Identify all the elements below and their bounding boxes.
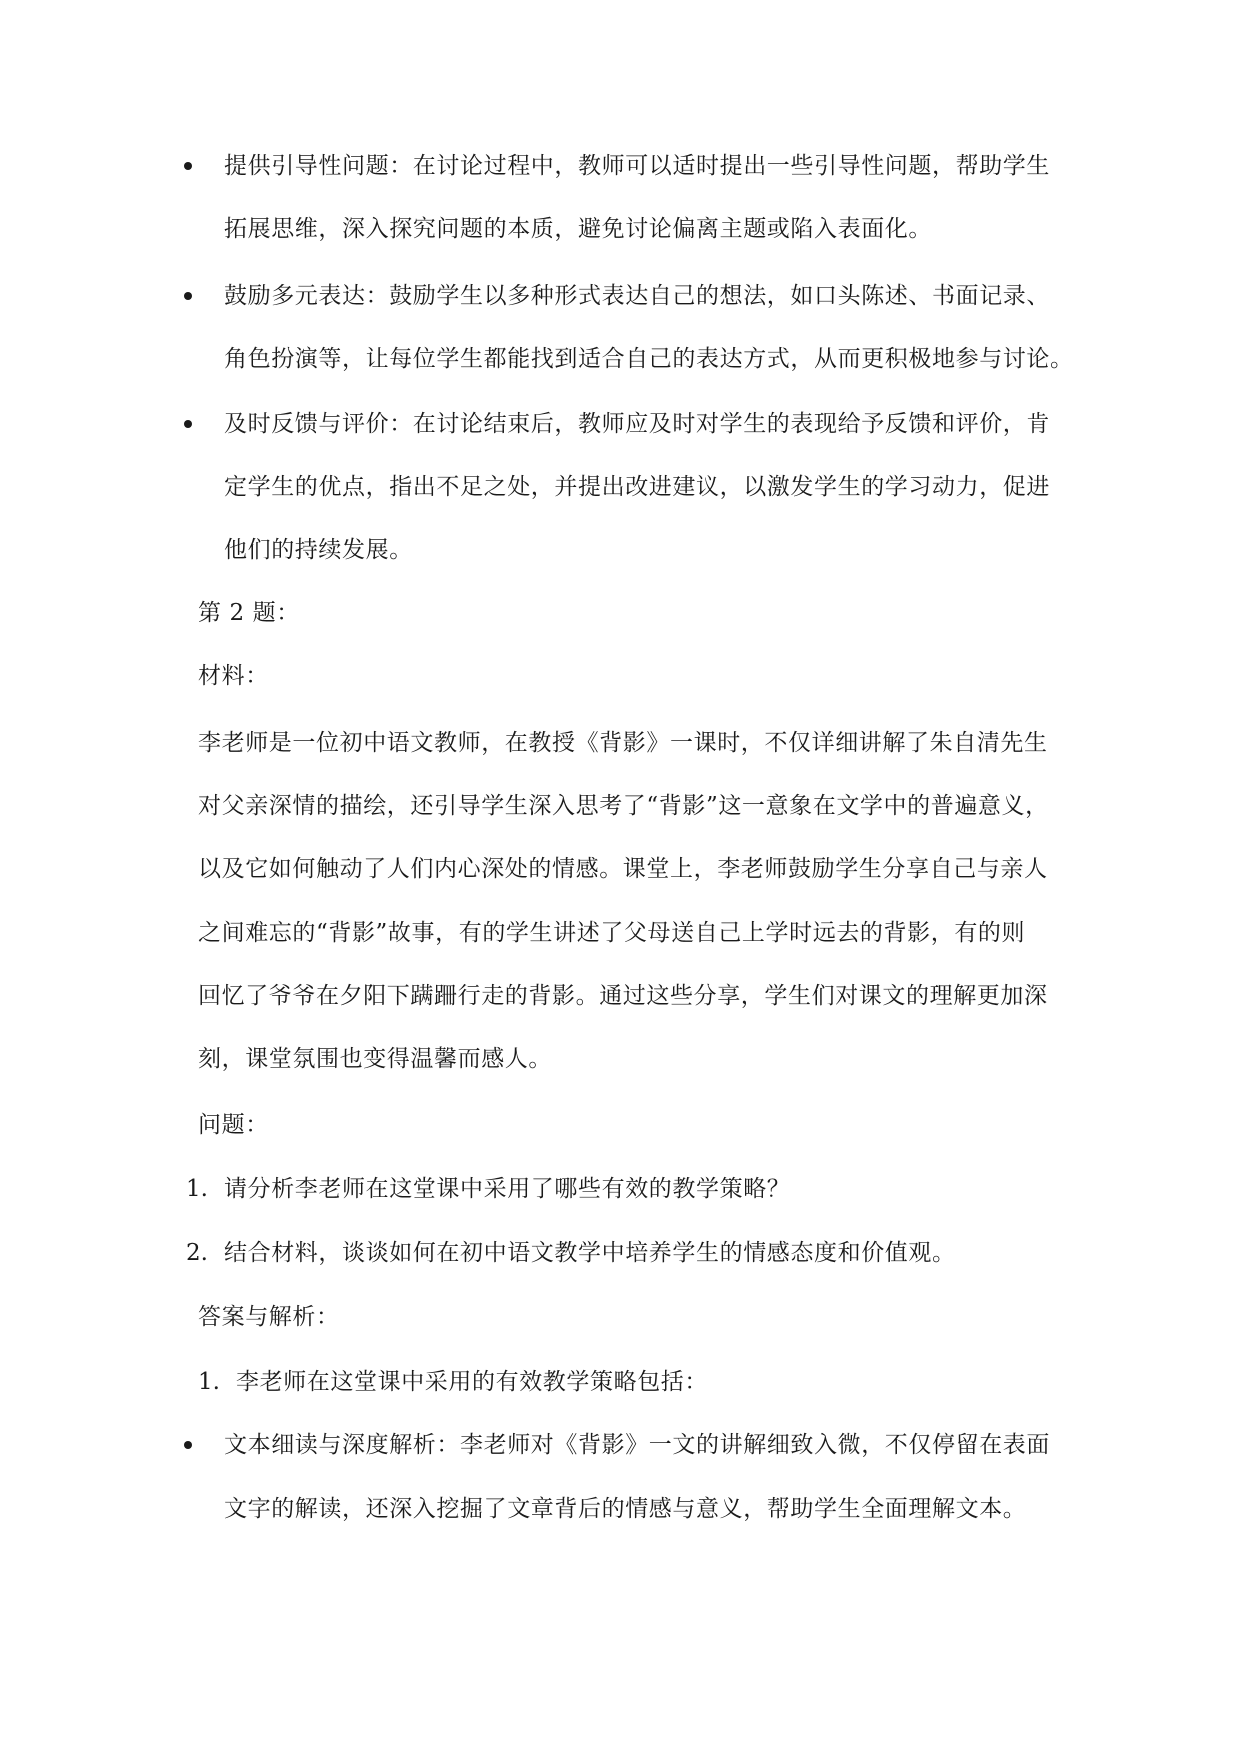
list-number: 1.: [198, 1369, 220, 1395]
bullet-text-line: 及时反馈与评价：在讨论结束后，教师应及时对学生的表现给予反馈和评价，肯: [224, 411, 1050, 437]
bullet-marker: [184, 420, 192, 428]
list-number: 1.: [186, 1176, 208, 1202]
list-number: 2.: [186, 1240, 208, 1266]
answer-heading: 答案与解析：: [198, 1304, 340, 1330]
material-line: 对父亲深情的描绘，还引导学生深入思考了“背影”这一意象在文学中的普遍意义，: [198, 793, 1049, 819]
material-line: 回忆了爷爷在夕阳下蹒跚行走的背影。通过这些分享，学生们对课文的理解更加深: [198, 983, 1048, 1009]
bullet-text-line: 定学生的优点，指出不足之处，并提出改进建议，以激发学生的学习动力，促进: [224, 474, 1050, 500]
answer-item-text: 李老师在这堂课中采用的有效教学策略包括：: [236, 1369, 708, 1395]
bullet-text-line: 他们的持续发展。: [224, 537, 413, 563]
question-heading: 第 2 题：: [198, 600, 300, 626]
material-line: 刻，课堂氛围也变得温馨而感人。: [198, 1046, 552, 1072]
bullet-marker: [184, 162, 192, 170]
bullet-text-line: 文字的解读，还深入挖掘了文章背后的情感与意义，帮助学生全面理解文本。: [224, 1496, 1027, 1522]
problem-text: 结合材料，谈谈如何在初中语文教学中培养学生的情感态度和价值观。: [224, 1240, 956, 1266]
material-line: 之间难忘的“背影”故事，有的学生讲述了父母送自己上学时远去的背影，有的则: [198, 920, 1026, 946]
bullet-marker: [184, 1441, 192, 1449]
bullet-text-line: 角色扮演等，让每位学生都能找到适合自己的表达方式，从而更积极地参与讨论。: [224, 346, 1074, 372]
problems-heading: 问题：: [198, 1112, 269, 1138]
bullet-text-line: 拓展思维，深入探究问题的本质，避免讨论偏离主题或陷入表面化。: [224, 216, 932, 242]
bullet-text-line: 鼓励多元表达：鼓励学生以多种形式表达自己的想法，如口头陈述、书面记录、: [224, 283, 1050, 309]
material-heading: 材料：: [198, 663, 269, 689]
material-line: 以及它如何触动了人们内心深处的情感。课堂上，李老师鼓励学生分享自己与亲人: [198, 856, 1048, 882]
bullet-marker: [184, 292, 192, 300]
problem-text: 请分析李老师在这堂课中采用了哪些有效的教学策略？: [224, 1176, 791, 1202]
material-line: 李老师是一位初中语文教师，在教授《背影》一课时，不仅详细讲解了朱自清先生: [198, 730, 1048, 756]
bullet-text-line: 提供引导性问题：在讨论过程中，教师可以适时提出一些引导性问题，帮助学生: [224, 153, 1050, 179]
bullet-text-line: 文本细读与深度解析：李老师对《背影》一文的讲解细致入微，不仅停留在表面: [224, 1432, 1050, 1458]
